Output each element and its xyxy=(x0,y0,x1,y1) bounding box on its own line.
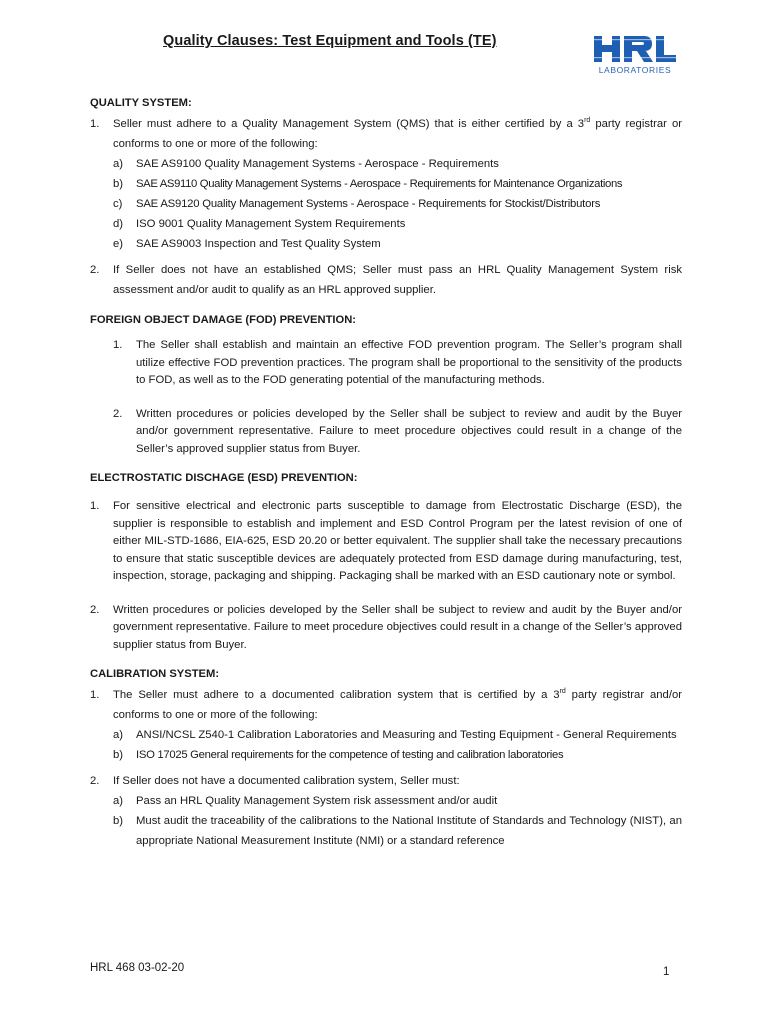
ordinal-superscript: rd xyxy=(584,117,591,124)
ordinal-superscript: rd xyxy=(559,688,566,695)
list-number: 1. xyxy=(90,689,100,701)
list-item xyxy=(113,406,682,459)
list-item xyxy=(90,771,682,851)
sub-item xyxy=(113,811,682,851)
section-heading-quality-system: QUALITY SYSTEM: xyxy=(90,97,192,109)
page-title: Quality Clauses: Test Equipment and Tools (TE) xyxy=(163,33,497,49)
hrl-logo xyxy=(592,34,678,76)
list-item xyxy=(90,602,682,655)
sub-text: ISO 17025 General requirements for the competence of testing and calibration laboratories xyxy=(136,749,564,761)
sub-text: ISO 9001 Quality Management System Requirements xyxy=(136,218,406,230)
item-text-cont: party registrar or conforms to one or more of the following: xyxy=(113,118,683,150)
section-heading-fod: FOREIGN OBJECT DAMAGE (FOD) PREVENTION: xyxy=(90,314,357,326)
section-heading-esd: ELECTROSTATIC DISCHAGE (ESD) PREVENTION: xyxy=(90,472,358,484)
item-text: Seller must adhere to a Quality Management System (QMS) that is either certified by a 3 xyxy=(113,118,585,130)
list-number: 2. xyxy=(113,407,123,420)
list-number: 1. xyxy=(113,339,123,351)
sub-item xyxy=(113,725,682,745)
item-text: The Seller shall establish and maintain an effective FOD prevention program. The Seller’s program shall utilize effective FOD prevention practices. The program shall be proportional to the sensitivity of the products to FOD, as well as to the FOD generating potential of the manufacturing methods. xyxy=(136,339,682,386)
sub-item xyxy=(113,174,682,194)
list-number: 1. xyxy=(90,500,100,512)
sub-letter: a) xyxy=(113,158,124,170)
list-item xyxy=(90,114,682,254)
sub-text: SAE AS9120 Quality Management Systems - Aerospace - Requirements for Stockist/Distributors xyxy=(136,198,601,210)
list-number: 1. xyxy=(90,118,100,130)
section-heading-calibration: CALIBRATION SYSTEM: xyxy=(90,668,220,680)
list-number: 2. xyxy=(90,603,100,616)
sub-text: SAE AS9110 Quality Management Systems - Aerospace - Requirements for Maintenance Organizations xyxy=(136,178,623,190)
list-number: 2. xyxy=(90,775,100,787)
sub-letter: c) xyxy=(113,198,123,210)
sub-letter: b) xyxy=(113,749,124,761)
sub-letter: a) xyxy=(113,795,124,807)
item-text-cont: party registrar and/or conforms to one or more of the following: xyxy=(113,689,683,721)
item-text: The Seller must adhere to a documented calibration system that is certified by a 3 xyxy=(113,689,560,701)
sub-text: ANSI/NCSL Z540-1 Calibration Laboratories and Measuring and Testing Equipment - General Requirements xyxy=(136,729,677,741)
logo-subtext: LABORATORIES xyxy=(598,65,672,75)
sub-item xyxy=(113,745,682,765)
list-item xyxy=(113,337,682,390)
sub-text: Must audit the traceability of the calibrations to the National Institute of Standards and Technology (NIST), an appropriate National Measurement Institute (NMI) or a standard reference xyxy=(136,815,682,847)
sub-letter: d) xyxy=(113,218,124,230)
footer-doc-id: HRL 468 03-02-20 xyxy=(90,962,185,974)
sub-item xyxy=(113,154,682,174)
list-item xyxy=(90,685,682,765)
sub-item xyxy=(113,791,682,811)
document-body xyxy=(90,93,682,851)
item-text: If Seller does not have an established QMS; Seller must pass an HRL Quality Management System risk assessment and/or audit to qualify as an HRL approved supplier. xyxy=(113,264,682,296)
sub-item xyxy=(113,194,682,214)
sub-letter: a) xyxy=(113,729,124,741)
list-item xyxy=(90,260,682,300)
sub-item xyxy=(113,234,682,254)
sub-text: SAE AS9003 Inspection and Test Quality System xyxy=(136,238,381,250)
item-text: If Seller does not have a documented calibration system, Seller must: xyxy=(113,775,460,787)
sub-letter: e) xyxy=(113,238,124,250)
list-number: 2. xyxy=(90,264,100,276)
sub-text: Pass an HRL Quality Management System risk assessment and/or audit xyxy=(136,795,498,807)
sub-text: SAE AS9100 Quality Management Systems - Aerospace - Requirements xyxy=(136,158,499,170)
page-number: 1 xyxy=(663,966,670,978)
sub-item xyxy=(113,214,682,234)
hrl-logo-mark xyxy=(592,34,678,64)
sub-letter: b) xyxy=(113,815,124,827)
list-item xyxy=(90,498,682,586)
item-text: Written procedures or policies developed by the Seller shall be subject to review and audit by the Buyer and/or government representative. Failure to meet procedure objectives could result in a change of the Seller’s approved supplier status from Buyer. xyxy=(136,407,682,455)
item-text: Written procedures or policies developed by the Seller shall be subject to review and audit by the Buyer and/or government representative. Failure to meet procedure objectives could result in a change of the Seller’s approved supplier status from Buyer. xyxy=(113,603,682,651)
item-text: For sensitive electrical and electronic parts susceptible to damage from Electrostatic Discharge (ESD), the supplier is responsible to establish and implement and ESD Control Program per the latest revision of one of either MIL-STD-1686, EIA-625, ESD 20.20 or better equivalent. The supplier shall take the necessary precautions to ensure that static susceptible devices are adequately protected from ESD damage during manufacturing, test, inspection, storage, packaging and shipping. Packaging shall be marked with an ESD cautionary note or symbol. xyxy=(113,500,682,582)
sub-letter: b) xyxy=(113,178,124,190)
